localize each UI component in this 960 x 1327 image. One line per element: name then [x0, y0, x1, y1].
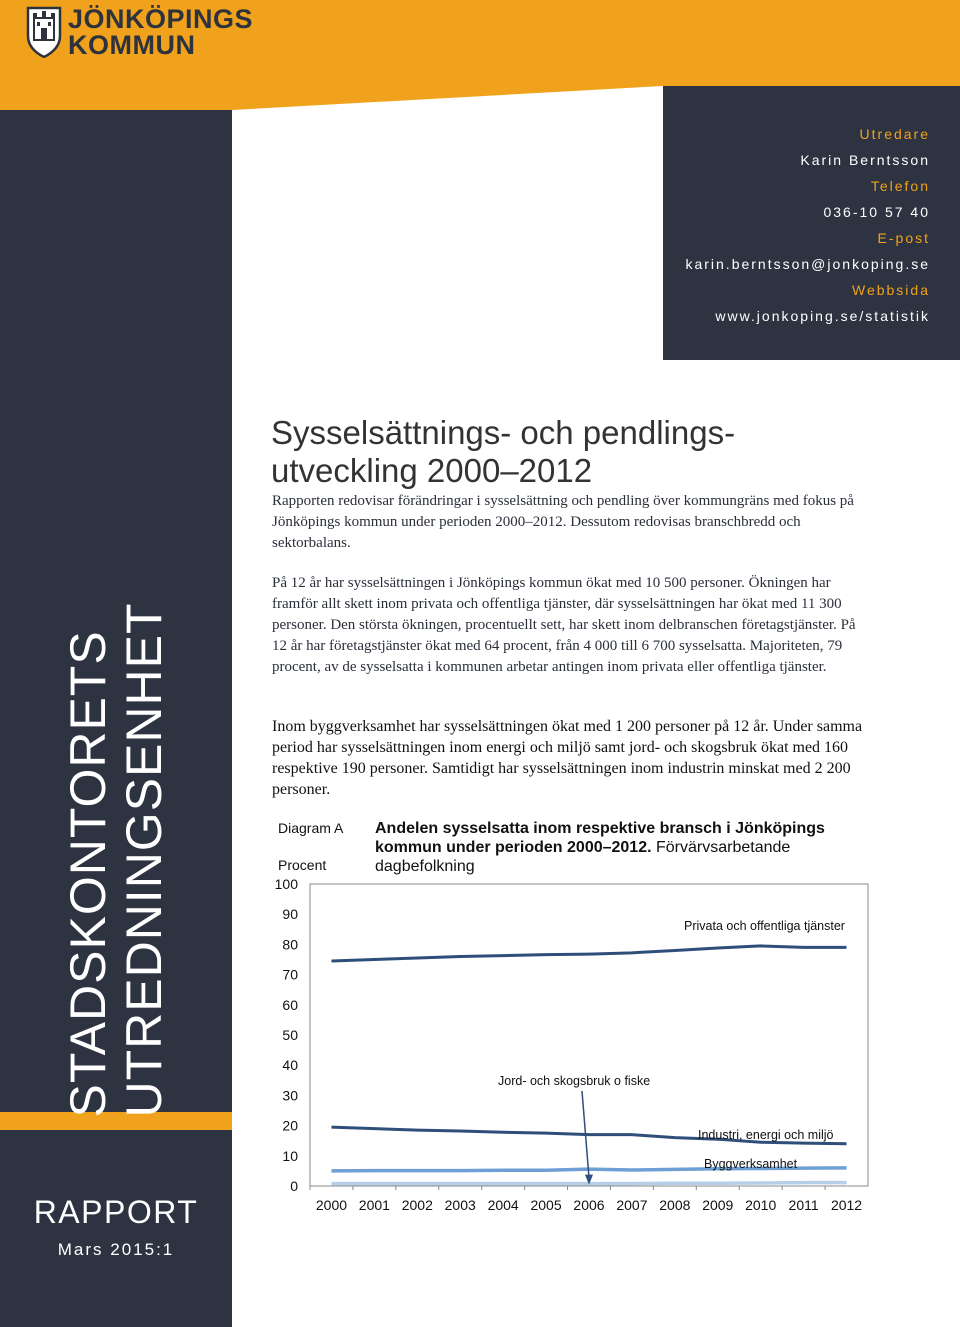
x-tick-label: 2001: [358, 1197, 390, 1213]
x-tick-label: 2007: [616, 1197, 648, 1213]
page-title-line-1: Sysselsättnings- och pendlings-: [271, 414, 736, 451]
diagram-heading-bold: Andelen sysselsatta inom respektive bransch i Jönköpings kommun under perioden 2000–2012.: [375, 820, 825, 856]
x-tick-label: 2011: [788, 1197, 819, 1213]
email-address[interactable]: karin.berntsson@jonkoping.se: [685, 256, 930, 272]
logo-wordmark: [68, 6, 253, 58]
line-chart: [270, 850, 870, 1220]
phone-number: 036-10 57 40: [823, 204, 930, 220]
y-tick-label: 20: [282, 1117, 298, 1134]
y-axis-label: Procent: [278, 857, 327, 873]
web-label: Webbsida: [851, 282, 930, 298]
y-tick-label: 10: [282, 1147, 298, 1164]
phone-label: Telefon: [870, 178, 930, 194]
department-title: [60, 602, 172, 1117]
report-label: RAPPORT: [33, 1194, 199, 1230]
logo-line-1: JÖNKÖPINGS: [68, 4, 254, 34]
y-tick-label: 100: [274, 876, 298, 892]
series-label: Privata och offentliga tjänster: [684, 919, 845, 933]
x-tick-label: 2009: [702, 1197, 734, 1213]
y-tick-label: 0: [290, 1178, 298, 1194]
x-tick-label: 2005: [530, 1197, 562, 1213]
x-tick-label: 2000: [315, 1197, 348, 1213]
diagram-heading-rest: Förvärvsarbetande dagbefolkning: [375, 839, 791, 875]
series-label: Industri, energi och miljö: [698, 1128, 834, 1142]
page-title-line-2: utveckling 2000–2012: [271, 452, 593, 489]
author-name: Karin Berntsson: [800, 152, 930, 168]
series-label: Jord- och skogsbruk o fiske: [498, 1074, 651, 1088]
author-label: Utredare: [859, 126, 930, 142]
web-link[interactable]: www.jonkoping.se/statistik: [715, 308, 930, 324]
y-tick-label: 70: [282, 966, 298, 983]
y-tick-label: 80: [282, 936, 298, 953]
x-tick-label: 2008: [659, 1197, 691, 1213]
y-tick-label: 90: [282, 906, 298, 923]
body-paragraph-2: Inom byggverksamhet har sysselsättningen ökat med 1 200 personer på 12 år. Under samma period har sysselsättningen inom energi och miljö samt jord- och skogsbruk ökat med 160 respektive 190 personer. Samtidigt har sysselsättningen inom industrin minskat med 2 200 personer.: [272, 718, 863, 798]
report-issue: Mars 2015:1: [57, 1240, 175, 1259]
page-title: [271, 414, 911, 490]
department-title-line-2: UTREDNINGSENHET: [116, 602, 172, 1118]
y-tick-label: 50: [282, 1027, 298, 1043]
y-tick-label: 30: [282, 1087, 298, 1104]
y-tick-label: 60: [282, 996, 298, 1013]
coat-of-arms-icon: [26, 6, 62, 58]
email-label: E-post: [877, 230, 930, 246]
x-tick-label: 2006: [573, 1197, 605, 1213]
x-tick-label: 2010: [745, 1197, 777, 1213]
x-tick-label: 2003: [444, 1197, 476, 1213]
x-tick-label: 2012: [830, 1197, 863, 1213]
series-line: [331, 946, 846, 961]
x-tick-label: 2002: [401, 1197, 433, 1213]
body-paragraph-1: På 12 år har sysselsättningen i Jönköpings kommun ökat med 10 500 personer. Ökningen har framför allt skett inom privata och offentliga tjänster, där sysselsättningen har ökat med 11 300 personer. Den största ökningen, procentuellt sett, har skett inom delbranschen företagstjänster. På 12 år har företagstjänster ökat med 64 procent, från 4 000 till 6 700 sysselsatta. Majoriteten, 79 procent, av de sysselsatta i kommunen arbetar antingen inom privata eller offentliga tjänster.: [272, 575, 856, 675]
diagram-label: Diagram A: [278, 820, 344, 836]
intro-paragraph: Rapporten redovisar förändringar i sysselsättning och pendling över kommungräns med fokus på Jönköpings kommun under perioden 2000–2012. Dessutom redovisas branschbredd och sektorbalans.: [272, 493, 854, 551]
y-tick-label: 40: [282, 1057, 298, 1074]
department-title-line-1: STADSKONTORETS: [60, 630, 116, 1118]
x-tick-label: 2004: [487, 1197, 519, 1213]
contact-box: [663, 86, 960, 360]
series-label: Byggverksamhet: [704, 1157, 798, 1171]
municipality-logo: [26, 4, 254, 64]
logo-line-2: KOMMUN: [68, 30, 196, 60]
